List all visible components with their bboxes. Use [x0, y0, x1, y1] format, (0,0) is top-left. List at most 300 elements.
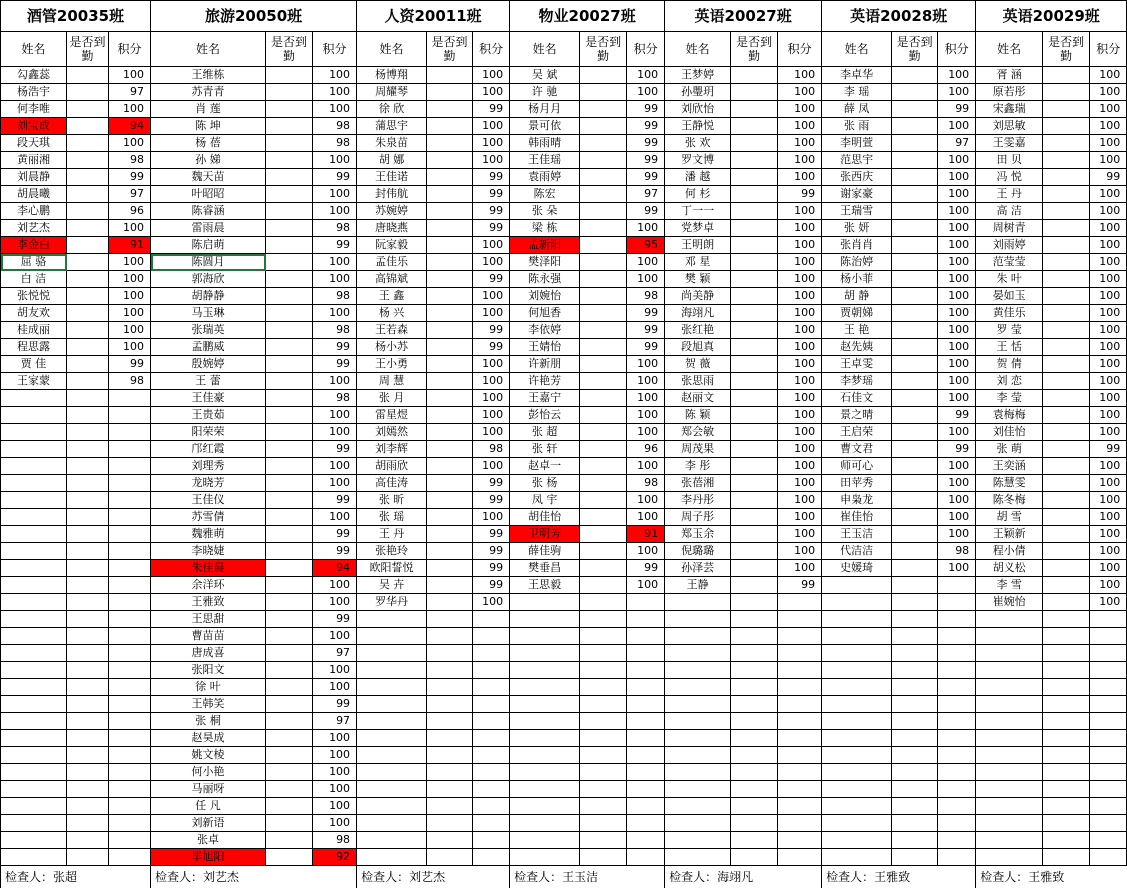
student-name-cell[interactable]: 张艳玲 [357, 543, 427, 560]
attendance-cell[interactable] [892, 390, 938, 407]
attendance-cell[interactable] [266, 628, 313, 645]
student-name-cell[interactable] [665, 781, 731, 798]
attendance-cell[interactable] [1043, 203, 1090, 220]
inspector-label[interactable]: 检查人：王雅致 [976, 866, 1127, 889]
score-cell[interactable]: 100 [313, 509, 357, 526]
score-cell[interactable]: 98 [313, 118, 357, 135]
attendance-cell[interactable] [67, 577, 109, 594]
score-cell[interactable]: 98 [313, 832, 357, 849]
score-cell[interactable]: 100 [778, 169, 822, 186]
score-cell[interactable] [938, 849, 976, 866]
score-cell[interactable]: 100 [778, 543, 822, 560]
attendance-cell[interactable] [67, 628, 109, 645]
attendance-cell[interactable] [427, 305, 473, 322]
student-name-cell[interactable] [1, 628, 67, 645]
attendance-cell[interactable] [731, 254, 778, 271]
score-cell[interactable]: 100 [627, 390, 665, 407]
student-name-cell[interactable]: 李丹彤 [665, 492, 731, 509]
score-cell[interactable]: 99 [1090, 169, 1127, 186]
student-name-cell[interactable] [1, 526, 67, 543]
class-title[interactable]: 酒管20035班 [1, 1, 151, 32]
attendance-cell[interactable] [892, 169, 938, 186]
student-name-cell[interactable]: 王思甜 [151, 611, 266, 628]
attendance-cell[interactable] [731, 832, 778, 849]
score-cell[interactable]: 100 [473, 373, 510, 390]
student-name-cell[interactable]: 王 恬 [976, 339, 1043, 356]
student-name-cell[interactable] [1, 645, 67, 662]
attendance-cell[interactable] [1043, 713, 1090, 730]
student-name-cell[interactable] [357, 849, 427, 866]
student-name-cell[interactable]: 陈睿涵 [151, 203, 266, 220]
attendance-cell[interactable] [580, 152, 627, 169]
score-cell[interactable]: 100 [1090, 203, 1127, 220]
score-cell[interactable]: 100 [1090, 492, 1127, 509]
attendance-cell[interactable] [580, 339, 627, 356]
score-cell[interactable] [109, 441, 151, 458]
attendance-cell[interactable] [580, 628, 627, 645]
student-name-cell[interactable] [976, 611, 1043, 628]
student-name-cell[interactable] [1, 832, 67, 849]
student-name-cell[interactable] [976, 713, 1043, 730]
attendance-cell[interactable] [1043, 220, 1090, 237]
score-cell[interactable]: 99 [473, 526, 510, 543]
score-cell[interactable]: 100 [938, 509, 976, 526]
score-cell[interactable]: 100 [778, 390, 822, 407]
score-cell[interactable]: 100 [1090, 220, 1127, 237]
student-name-cell[interactable]: 冯 悦 [976, 169, 1043, 186]
attendance-cell[interactable] [427, 747, 473, 764]
attendance-cell[interactable] [580, 356, 627, 373]
student-name-cell[interactable]: 肖 莲 [151, 101, 266, 118]
score-cell[interactable] [109, 764, 151, 781]
student-name-cell[interactable] [1, 747, 67, 764]
attendance-cell[interactable] [67, 169, 109, 186]
student-name-cell[interactable]: 周 慧 [357, 373, 427, 390]
student-name-cell[interactable] [665, 611, 731, 628]
attendance-cell[interactable] [731, 560, 778, 577]
attendance-cell[interactable] [731, 492, 778, 509]
student-name-cell[interactable] [976, 781, 1043, 798]
score-cell[interactable]: 99 [778, 577, 822, 594]
attendance-cell[interactable] [266, 526, 313, 543]
score-cell[interactable]: 100 [1090, 288, 1127, 305]
attendance-cell[interactable] [427, 509, 473, 526]
attendance-cell[interactable] [892, 509, 938, 526]
student-name-cell[interactable] [1, 492, 67, 509]
student-name-cell[interactable]: 黄佳乐 [976, 305, 1043, 322]
attendance-cell[interactable] [731, 67, 778, 84]
score-cell[interactable]: 100 [473, 118, 510, 135]
score-cell[interactable]: 100 [313, 798, 357, 815]
attendance-cell[interactable] [67, 118, 109, 135]
attendance-cell[interactable] [266, 458, 313, 475]
score-cell[interactable]: 100 [778, 492, 822, 509]
attendance-cell[interactable] [67, 356, 109, 373]
score-cell[interactable]: 99 [627, 152, 665, 169]
student-name-cell[interactable] [1, 560, 67, 577]
student-name-cell[interactable] [822, 849, 892, 866]
attendance-cell[interactable] [580, 764, 627, 781]
student-name-cell[interactable]: 王维栋 [151, 67, 266, 84]
score-cell[interactable]: 100 [778, 237, 822, 254]
score-cell[interactable] [778, 679, 822, 696]
attendance-cell[interactable] [731, 322, 778, 339]
score-cell[interactable] [1090, 645, 1127, 662]
student-name-cell[interactable]: 薛佳驹 [510, 543, 580, 560]
score-cell[interactable]: 99 [627, 305, 665, 322]
student-name-cell[interactable]: 魏雅萌 [151, 526, 266, 543]
attendance-cell[interactable] [1043, 339, 1090, 356]
score-cell[interactable]: 99 [627, 339, 665, 356]
score-cell[interactable]: 100 [778, 322, 822, 339]
score-cell[interactable]: 99 [627, 169, 665, 186]
score-cell[interactable]: 97 [313, 713, 357, 730]
student-name-cell[interactable]: 朱泉苗 [357, 135, 427, 152]
student-name-cell[interactable] [1, 458, 67, 475]
student-name-cell[interactable]: 孙璺玥 [665, 84, 731, 101]
attendance-cell[interactable] [427, 696, 473, 713]
student-name-cell[interactable] [665, 849, 731, 866]
score-cell[interactable]: 100 [627, 492, 665, 509]
student-name-cell[interactable]: 刘佳怡 [976, 424, 1043, 441]
score-cell[interactable]: 91 [627, 526, 665, 543]
attendance-cell[interactable] [892, 713, 938, 730]
attendance-cell[interactable] [731, 713, 778, 730]
score-cell[interactable]: 95 [627, 237, 665, 254]
attendance-cell[interactable] [892, 747, 938, 764]
student-name-cell[interactable]: 赵昊成 [151, 730, 266, 747]
attendance-cell[interactable] [580, 543, 627, 560]
student-name-cell[interactable]: 王家蒙 [1, 373, 67, 390]
score-cell[interactable] [627, 662, 665, 679]
score-cell[interactable] [109, 458, 151, 475]
score-cell[interactable]: 100 [1090, 458, 1127, 475]
attendance-cell[interactable] [67, 135, 109, 152]
student-name-cell[interactable] [665, 713, 731, 730]
attendance-cell[interactable] [731, 798, 778, 815]
student-name-cell[interactable] [665, 696, 731, 713]
student-name-cell[interactable]: 桂成丽 [1, 322, 67, 339]
score-cell[interactable] [938, 713, 976, 730]
student-name-cell[interactable]: 孙 娣 [151, 152, 266, 169]
score-cell[interactable]: 100 [473, 356, 510, 373]
student-name-cell[interactable] [1, 509, 67, 526]
student-name-cell[interactable]: 苏雪倩 [151, 509, 266, 526]
score-cell[interactable]: 100 [1090, 118, 1127, 135]
score-cell[interactable] [627, 781, 665, 798]
student-name-cell[interactable]: 申枭龙 [822, 492, 892, 509]
attendance-cell[interactable] [266, 441, 313, 458]
attendance-cell[interactable] [580, 373, 627, 390]
student-name-cell[interactable]: 胡静静 [151, 288, 266, 305]
attendance-cell[interactable] [1043, 67, 1090, 84]
score-cell[interactable]: 100 [627, 509, 665, 526]
attendance-cell[interactable] [427, 492, 473, 509]
score-cell[interactable] [1090, 611, 1127, 628]
attendance-cell[interactable] [266, 271, 313, 288]
attendance-cell[interactable] [1043, 322, 1090, 339]
score-cell[interactable]: 100 [313, 458, 357, 475]
attendance-cell[interactable] [266, 254, 313, 271]
attendance-cell[interactable] [67, 764, 109, 781]
attendance-cell[interactable] [67, 373, 109, 390]
attendance-cell[interactable] [892, 628, 938, 645]
score-cell[interactable] [109, 679, 151, 696]
student-name-cell[interactable]: 张 超 [510, 424, 580, 441]
student-name-cell[interactable]: 海翊凡 [665, 305, 731, 322]
attendance-cell[interactable] [266, 764, 313, 781]
student-name-cell[interactable]: 李卓华 [822, 67, 892, 84]
attendance-cell[interactable] [580, 577, 627, 594]
score-cell[interactable]: 100 [778, 67, 822, 84]
score-cell[interactable]: 100 [313, 662, 357, 679]
score-cell[interactable]: 99 [938, 407, 976, 424]
attendance-cell[interactable] [731, 475, 778, 492]
attendance-cell[interactable] [427, 611, 473, 628]
student-name-cell[interactable]: 梁 栋 [510, 220, 580, 237]
attendance-cell[interactable] [892, 373, 938, 390]
score-cell[interactable]: 100 [778, 458, 822, 475]
score-cell[interactable] [938, 628, 976, 645]
student-name-cell[interactable]: 任 凡 [151, 798, 266, 815]
student-name-cell[interactable]: 陈 颖 [665, 407, 731, 424]
attendance-cell[interactable] [266, 101, 313, 118]
student-name-cell[interactable] [1, 441, 67, 458]
student-name-cell[interactable]: 何 杉 [665, 186, 731, 203]
class-title[interactable]: 英语20028班 [822, 1, 976, 32]
attendance-cell[interactable] [67, 67, 109, 84]
student-name-cell[interactable]: 欧阳誓悦 [357, 560, 427, 577]
score-cell[interactable]: 100 [778, 305, 822, 322]
student-name-cell[interactable]: 李 莹 [976, 390, 1043, 407]
score-cell[interactable] [938, 696, 976, 713]
score-cell[interactable]: 100 [1090, 271, 1127, 288]
score-cell[interactable]: 100 [627, 84, 665, 101]
score-cell[interactable]: 98 [313, 390, 357, 407]
score-cell[interactable]: 99 [313, 169, 357, 186]
attendance-cell[interactable] [892, 203, 938, 220]
attendance-cell[interactable] [427, 390, 473, 407]
attendance-cell[interactable] [892, 305, 938, 322]
attendance-cell[interactable] [1043, 475, 1090, 492]
student-name-cell[interactable]: 李金白 [1, 237, 67, 254]
attendance-cell[interactable] [427, 118, 473, 135]
attendance-cell[interactable] [1043, 730, 1090, 747]
attendance-cell[interactable] [1043, 424, 1090, 441]
attendance-cell[interactable] [427, 798, 473, 815]
student-name-cell[interactable] [1, 815, 67, 832]
attendance-cell[interactable] [580, 67, 627, 84]
attendance-cell[interactable] [892, 407, 938, 424]
attendance-cell[interactable] [67, 237, 109, 254]
attendance-cell[interactable] [892, 696, 938, 713]
student-name-cell[interactable]: 赵丽文 [665, 390, 731, 407]
attendance-cell[interactable] [427, 628, 473, 645]
score-cell[interactable]: 100 [627, 220, 665, 237]
student-name-cell[interactable] [510, 849, 580, 866]
score-cell[interactable] [938, 679, 976, 696]
student-name-cell[interactable]: 潘 越 [665, 169, 731, 186]
student-name-cell[interactable]: 张瑞英 [151, 322, 266, 339]
student-name-cell[interactable]: 邓 星 [665, 254, 731, 271]
student-name-cell[interactable]: 王雯嘉 [976, 135, 1043, 152]
attendance-cell[interactable] [580, 271, 627, 288]
attendance-cell[interactable] [427, 101, 473, 118]
attendance-cell[interactable] [67, 152, 109, 169]
attendance-cell[interactable] [427, 271, 473, 288]
attendance-cell[interactable] [266, 645, 313, 662]
attendance-cell[interactable] [731, 781, 778, 798]
score-cell[interactable] [938, 662, 976, 679]
student-name-cell[interactable] [510, 662, 580, 679]
attendance-cell[interactable] [580, 815, 627, 832]
attendance-cell[interactable] [731, 458, 778, 475]
score-cell[interactable] [109, 475, 151, 492]
student-name-cell[interactable]: 雷星煜 [357, 407, 427, 424]
student-name-cell[interactable]: 王小勇 [357, 356, 427, 373]
score-cell[interactable]: 100 [938, 237, 976, 254]
score-cell[interactable] [109, 798, 151, 815]
attendance-cell[interactable] [266, 339, 313, 356]
student-name-cell[interactable]: 高 洁 [976, 203, 1043, 220]
student-name-cell[interactable]: 张 轩 [510, 441, 580, 458]
student-name-cell[interactable]: 王颖新 [976, 526, 1043, 543]
score-cell[interactable]: 100 [627, 458, 665, 475]
student-name-cell[interactable] [976, 628, 1043, 645]
student-name-cell[interactable]: 李 雪 [976, 577, 1043, 594]
score-cell[interactable]: 100 [473, 424, 510, 441]
score-cell[interactable]: 100 [778, 118, 822, 135]
score-cell[interactable]: 99 [938, 101, 976, 118]
student-name-cell[interactable] [665, 628, 731, 645]
attendance-cell[interactable] [1043, 254, 1090, 271]
score-cell[interactable]: 100 [938, 203, 976, 220]
header-name[interactable]: 姓名 [976, 32, 1043, 67]
attendance-cell[interactable] [266, 492, 313, 509]
student-name-cell[interactable]: 王嘉宁 [510, 390, 580, 407]
student-name-cell[interactable] [1, 696, 67, 713]
score-cell[interactable]: 100 [938, 254, 976, 271]
student-name-cell[interactable]: 马玉琳 [151, 305, 266, 322]
attendance-cell[interactable] [67, 101, 109, 118]
student-name-cell[interactable] [510, 730, 580, 747]
attendance-cell[interactable] [67, 186, 109, 203]
score-cell[interactable]: 94 [109, 118, 151, 135]
score-cell[interactable]: 99 [313, 611, 357, 628]
student-name-cell[interactable]: 樊垂昌 [510, 560, 580, 577]
student-name-cell[interactable] [357, 747, 427, 764]
student-name-cell[interactable]: 杨小苏 [357, 339, 427, 356]
attendance-cell[interactable] [427, 764, 473, 781]
score-cell[interactable]: 100 [473, 407, 510, 424]
attendance-cell[interactable] [266, 373, 313, 390]
attendance-cell[interactable] [427, 237, 473, 254]
attendance-cell[interactable] [892, 594, 938, 611]
score-cell[interactable] [109, 662, 151, 679]
score-cell[interactable]: 100 [778, 560, 822, 577]
attendance-cell[interactable] [427, 781, 473, 798]
score-cell[interactable]: 100 [938, 492, 976, 509]
score-cell[interactable]: 100 [627, 577, 665, 594]
attendance-cell[interactable] [892, 662, 938, 679]
student-name-cell[interactable] [1, 713, 67, 730]
header-name[interactable]: 姓名 [1, 32, 67, 67]
score-cell[interactable]: 100 [1090, 322, 1127, 339]
student-name-cell[interactable]: 王佳诺 [357, 169, 427, 186]
attendance-cell[interactable] [266, 118, 313, 135]
attendance-cell[interactable] [266, 560, 313, 577]
score-cell[interactable] [778, 815, 822, 832]
score-cell[interactable]: 98 [109, 152, 151, 169]
student-name-cell[interactable]: 邝红霞 [151, 441, 266, 458]
attendance-cell[interactable] [1043, 305, 1090, 322]
attendance-cell[interactable] [731, 526, 778, 543]
attendance-cell[interactable] [427, 356, 473, 373]
attendance-cell[interactable] [1043, 832, 1090, 849]
attendance-cell[interactable] [731, 271, 778, 288]
attendance-cell[interactable] [427, 560, 473, 577]
score-cell[interactable] [938, 798, 976, 815]
student-name-cell[interactable]: 王婧怡 [510, 339, 580, 356]
score-cell[interactable]: 100 [938, 186, 976, 203]
attendance-cell[interactable] [427, 186, 473, 203]
student-name-cell[interactable]: 张 雨 [822, 118, 892, 135]
student-name-cell[interactable]: 刘 恋 [976, 373, 1043, 390]
student-name-cell[interactable]: 凤 宇 [510, 492, 580, 509]
student-name-cell[interactable] [1, 764, 67, 781]
attendance-cell[interactable] [427, 577, 473, 594]
score-cell[interactable]: 97 [938, 135, 976, 152]
attendance-cell[interactable] [731, 543, 778, 560]
attendance-cell[interactable] [580, 594, 627, 611]
score-cell[interactable]: 100 [313, 84, 357, 101]
score-cell[interactable]: 99 [473, 203, 510, 220]
score-cell[interactable]: 100 [778, 203, 822, 220]
score-cell[interactable]: 100 [1090, 101, 1127, 118]
score-cell[interactable] [938, 730, 976, 747]
score-cell[interactable]: 100 [313, 679, 357, 696]
student-name-cell[interactable]: 刘宝成 [1, 118, 67, 135]
attendance-cell[interactable] [67, 713, 109, 730]
student-name-cell[interactable] [1, 424, 67, 441]
score-cell[interactable]: 100 [778, 288, 822, 305]
student-name-cell[interactable] [510, 628, 580, 645]
student-name-cell[interactable] [1, 543, 67, 560]
student-name-cell[interactable]: 王玉洁 [822, 526, 892, 543]
student-name-cell[interactable]: 程小倩 [976, 543, 1043, 560]
student-name-cell[interactable]: 尚美静 [665, 288, 731, 305]
student-name-cell[interactable] [822, 577, 892, 594]
score-cell[interactable] [778, 764, 822, 781]
student-name-cell[interactable]: 王明朗 [665, 237, 731, 254]
score-cell[interactable] [109, 730, 151, 747]
student-name-cell[interactable]: 刘婉怡 [510, 288, 580, 305]
attendance-cell[interactable] [427, 645, 473, 662]
score-cell[interactable] [627, 645, 665, 662]
attendance-cell[interactable] [731, 747, 778, 764]
score-cell[interactable] [938, 832, 976, 849]
student-name-cell[interactable]: 卫明芳 [510, 526, 580, 543]
score-cell[interactable] [778, 696, 822, 713]
score-cell[interactable]: 100 [627, 67, 665, 84]
score-cell[interactable]: 100 [1090, 67, 1127, 84]
header-attendance[interactable]: 是否到勤 [892, 32, 938, 67]
attendance-cell[interactable] [892, 322, 938, 339]
score-cell[interactable] [627, 713, 665, 730]
score-cell[interactable] [109, 594, 151, 611]
score-cell[interactable]: 100 [109, 271, 151, 288]
header-score[interactable]: 积分 [109, 32, 151, 67]
